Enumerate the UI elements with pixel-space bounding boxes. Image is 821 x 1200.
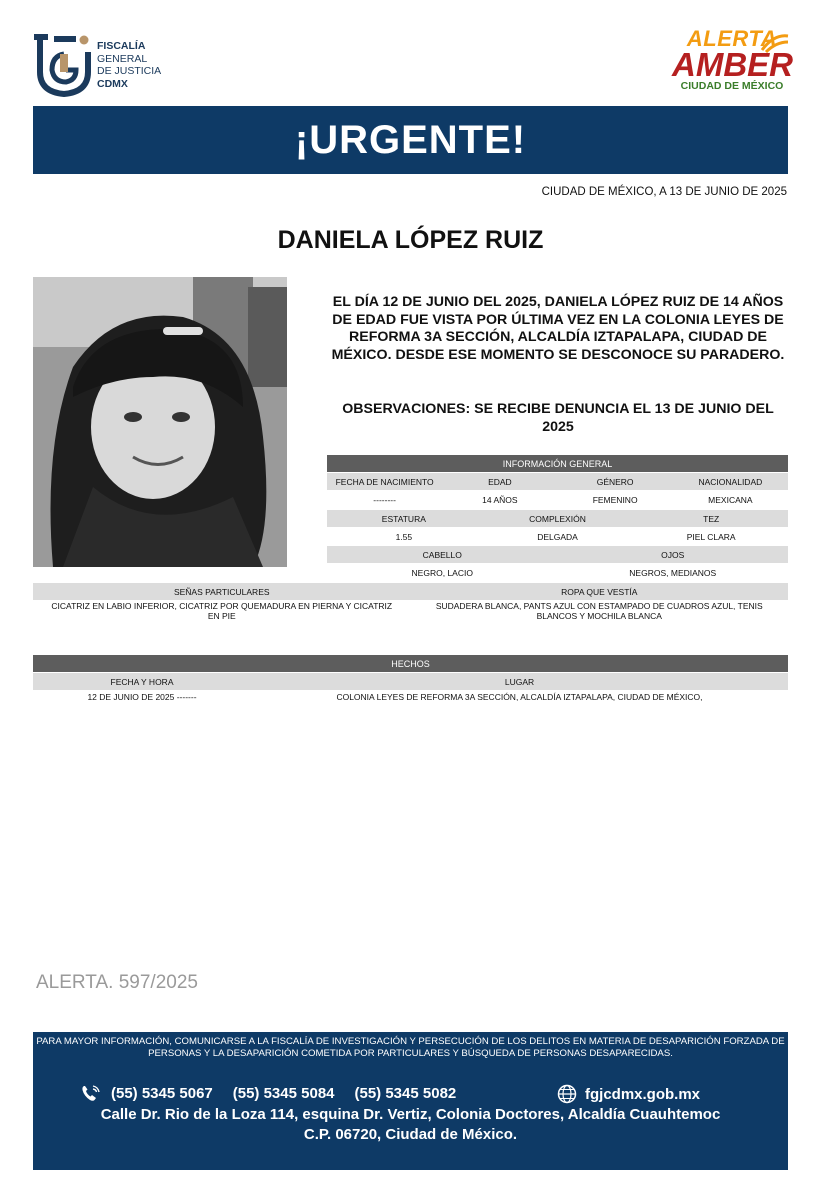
case-observations: OBSERVACIONES: SE RECIBE DENUNCIA EL 13 DE JUNIO DEL 2025 [342,401,774,435]
label-cabello: CABELLO [422,549,462,560]
fgj-line-2: GENERAL [97,52,148,65]
label-lugar: LUGAR [504,676,535,687]
value-tez: PIEL CLARA [686,531,736,542]
info-row2-values [327,528,788,545]
label-fecha-hora: FECHA Y HORA [110,676,174,687]
label-estatura: ESTATURA [381,513,426,524]
portrait-image [33,277,287,567]
value-senas: CICATRIZ EN LABIO INFERIOR, CICATRIZ POR QUEMADURA EN PIERNA Y CICATRIZ EN PIE [51,601,393,621]
value-complexion: DELGADA [537,531,578,542]
value-nacionalidad: MEXICANA [708,494,753,505]
phone-2[interactable]: (55) 5345 5084 [232,1084,335,1102]
hechos-header: HECHOS [33,655,788,672]
fgj-wordmark [97,40,161,90]
value-genero: FEMENINO [592,494,638,505]
website-link[interactable]: fgjcdmx.gob.mx [585,1085,701,1103]
label-edad: EDAD [488,476,512,487]
label-fecha-nacimiento: FECHA DE NACIMIENTO [335,476,434,487]
senas-values [33,601,788,623]
info-row1-labels [327,473,788,490]
label-complexion: COMPLEXIÓN [529,513,586,524]
value-edad: 14 AÑOS [482,494,518,505]
fgj-emblem-icon [34,32,96,98]
phone-3[interactable]: (55) 5345 5082 [354,1084,457,1102]
value-lugar: COLONIA LEYES DE REFORMA 3A SECCIÓN, ALCALDÍA IZTAPALAPA, CIUDAD DE MÉXICO, [336,692,703,702]
label-nacionalidad: NACIONALIDAD [698,476,763,487]
label-ropa: ROPA QUE VESTÍA [561,586,638,597]
label-genero: GÉNERO [596,476,634,487]
senas-labels [33,583,788,600]
fgj-line-4: CDMX [97,77,128,90]
urgent-banner: ¡URGENTE! [33,106,788,174]
globe-icon [557,1084,577,1104]
info-row3-labels [327,546,788,563]
hechos-labels [33,673,788,690]
amber-signal-icon [760,30,790,54]
contact-footer [33,1032,788,1170]
value-estatura: 1.55 [395,531,413,542]
value-fecha-hora: 12 DE JUNIO DE 2025 ------- [87,692,197,702]
alerta-amber-logo [672,28,792,104]
info-general-header: INFORMACIÓN GENERAL [327,455,788,472]
amber-line-2: AMBER [672,46,793,83]
address-line-1: Calle Dr. Rio de la Loza 114, esquina Dr. Vertiz, Colonia Doctores, Alcaldía Cuauhtemoc [100,1106,721,1123]
website [557,1084,700,1104]
info-row2-labels [327,510,788,527]
phone-list [81,1084,476,1102]
fgj-line-1: FISCALÍA [97,40,146,52]
person-photo [33,277,287,567]
value-fecha-nacimiento: -------- [373,494,396,505]
value-cabello: NEGRO, LACIO [411,567,473,578]
phone-icon [81,1084,101,1102]
label-senas: SEÑAS PARTICULARES [173,586,270,597]
fgj-line-3: DE JUSTICIA [97,65,162,77]
address-line-2: C.P. 06720, Ciudad de México. [303,1126,518,1143]
person-name: DANIELA LÓPEZ RUIZ [277,226,544,254]
info-row3-values [327,564,788,581]
footer-info-text: PARA MAYOR INFORMACIÓN, COMUNICARSE A LA FISCALÍA DE INVESTIGACIÓN Y PERSECUCIÓN DE LOS DELITOS EN MATERIA DE DESAPARICIÓN FORZADA DE PERSONAS Y LA DESAPARICIÓN COMETIDA POR PARTICULARES Y BÚSQUEDA DE PERSONAS DESAPARECIDAS. [36,1036,785,1059]
case-description: EL DÍA 12 DE JUNIO DEL 2025, DANIELA LÓPEZ RUIZ DE 14 AÑOS DE EDAD FUE VISTA POR ÚLTIMA VEZ EN LA COLONIA LEYES DE REFORMA 3A SECCIÓN, ALCALDÍA IZTAPALAPA, CIUDAD DE MÉXICO. DESDE ESE MOMENTO SE DESCONOCE SU PARADERO. [331,294,785,363]
label-ojos: OJOS [661,549,685,560]
value-ojos: NEGROS, MEDIANOS [629,567,717,578]
phone-1[interactable]: (55) 5345 5067 [111,1084,213,1102]
hechos-values [33,690,788,704]
alerta-id: ALERTA. 597/2025 [36,972,198,993]
issue-date: CIUDAD DE MÉXICO, A 13 DE JUNIO DE 2025 [541,186,787,198]
amber-line-3: CIUDAD DE MÉXICO [680,80,784,92]
label-tez: TEZ [703,513,720,524]
value-ropa: SUDADERA BLANCA, PANTS AZUL CON ESTAMPADO DE CUADROS AZUL, TENIS BLANCOS Y MOCHILA BLANCA [435,601,763,621]
amber-line-1: ALERTA [686,26,778,51]
info-row1-values [327,491,788,508]
